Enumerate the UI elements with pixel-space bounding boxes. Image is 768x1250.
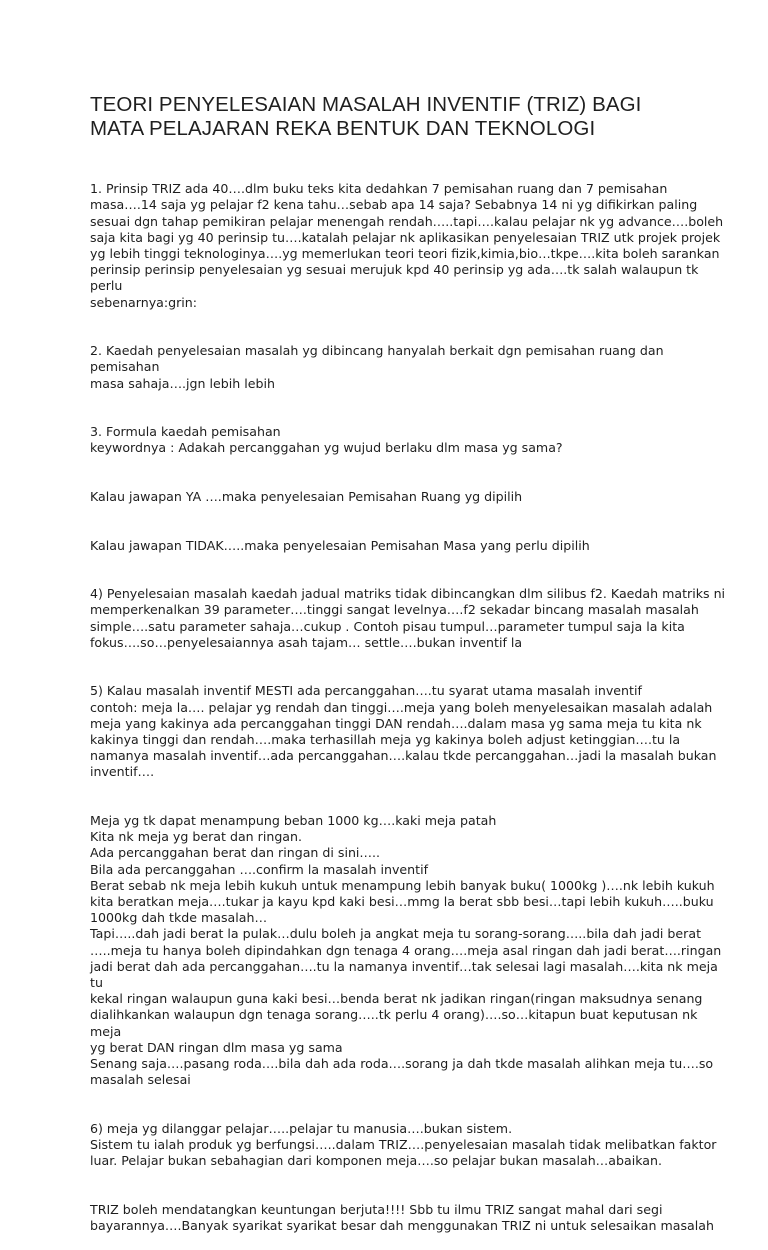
paragraph-3: 3. Formula kaedah pemisahan keywordnya : Adakah percanggahan yg wujud berlaku dlm masa yg sama? [90, 424, 563, 456]
document-title [90, 93, 728, 141]
paragraph-6: 4) Penyelesaian masalah kaedah jadual matriks tidak dibincangkan dlm silibus f2. Kaedah matriks ni memperkenalkan 39 parameter….tinggi sangat levelnya….f2 sekadar bincang masalah masalah simple….satu parameter sahaja…cukup . Contoh pisau tumpul…parameter tumpul saja la kita fokus….so…penyelesaiannya asah tajam… settle….bukan inventif la [90, 586, 726, 650]
paragraph-10: TRIZ boleh mendatangkan keuntungan berjuta!!!! Sbb tu ilmu TRIZ sangat mahal dari segi bayarannya….Banyak syarikat syarikat besar dah menggunakan TRIZ ni untuk selesaikan masalah [90, 1201, 714, 1234]
paragraph-4: Kalau jawapan YA ….maka penyelesaian Pemisahan Ruang yg dipilih [90, 489, 523, 505]
paragraph-8: Meja yg tk dapat menampung beban 1000 kg….kaki meja patah Kita nk meja yg berat dan ringan. Ada percanggahan berat dan ringan di sini….. Bila ada percanggahan ….confirm la masalah inventif Berat sebab nk meja lebih kukuh untuk menampung lebih banyak buku( 1000kg )….nk lebih kukuh kita beratkan meja….tukar ja kayu kpd kaki besi…mmg la berat sbb besi…tapi lebih kukuh…..buku 1000kg dah tkde masalah… Tapi…..dah jadi berat la pulak…dulu boleh ja angkat meja tu sorang-sorang…..bila dah jadi berat …..meja tu hanya boleh dipindahkan dgn tenaga 4 orang….meja asal ringan dah jadi berat….ringan jadi berat dah ada percanggahan….tu la namanya inventif…tak selesai lagi masalah….kita nk meja tu kekal ringan walaupun guna kaki besi…benda berat nk jadikan ringan(ringan maksudnya senang dialihkankan walaupun dgn tenaga sorang…..tk perlu 4 orang)….so…kitapun buat keputusan nk meja yg berat DAN ringan dlm masa yg sama Senang saja….pasang roda….bila dah ada roda….sorang ja dah tkde masalah alihkan meja tu….so masalah selesai [90, 813, 722, 1088]
paragraph-5: Kalau jawapan TIDAK…..maka penyelesaian Pemisahan Masa yang perlu dipilih [90, 537, 590, 553]
document-body [90, 165, 728, 1250]
title-line-2: MATA PELAJARAN REKA BENTUK DAN TEKNOLOGI [90, 117, 596, 140]
paragraph-9: 6) meja yg dilanggar pelajar…..pelajar tu manusia….bukan sistem. Sistem tu ialah produk yg berfungsi…..dalam TRIZ….penyelesaian masalah tidak melibatkan faktor luar. Pelajar bukan sebahagian dari komponen meja….so pelajar bukan masalah…abaikan. [90, 1120, 717, 1169]
title-line-1: TEORI PENYELESAIAN MASALAH INVENTIF (TRIZ) BAGI [90, 93, 642, 116]
paragraph-2: 2. Kaedah penyelesaian masalah yg dibincang hanyalah berkait dgn pemisahan ruang dan pemisahan masa sahaja….jgn lebih lebih [90, 343, 664, 391]
paragraph-1: 1. Prinsip TRIZ ada 40….dlm buku teks kita dedahkan 7 pemisahan ruang dan 7 pemisahan masa….14 saja yg pelajar f2 kena tahu…sebab apa 14 saja? Sebabnya 14 ni yg difikirkan paling sesuai dgn tahap pemikiran pelajar menengah rendah…..tapi….kalau pelajar nk yg advance….boleh saja kita bagi yg 40 perinsip tu….katalah pelajar nk aplikasikan penyelesaian TRIZ utk projek projek yg lebih tinggi teknologinya….yg memerlukan teori teori fizik,kimia,bio…tkpe….kita boleh sarankan perinsip perinsip penyelesaian yg sesuai merujuk kpd 40 perinsip yg ada….tk salah walaupun tk perlu sebenarnya:grin: [90, 181, 724, 310]
paragraph-7: 5) Kalau masalah inventif MESTI ada percanggahan….tu syarat utama masalah inventif contoh: meja la…. pelajar yg rendah dan tinggi….meja yang boleh menyelesaikan masalah adalah meja yang kakinya ada percanggahan tinggi DAN rendah….dalam masa yg sama meja tu kita nk kakinya tinggi dan rendah….maka terhasillah meja yg kakinya boleh adjust ketinggian….tu la namanya masalah inventif…ada percanggahan….kalau tkde percanggahan…jadi la masalah bukan inventif…. [90, 683, 717, 780]
